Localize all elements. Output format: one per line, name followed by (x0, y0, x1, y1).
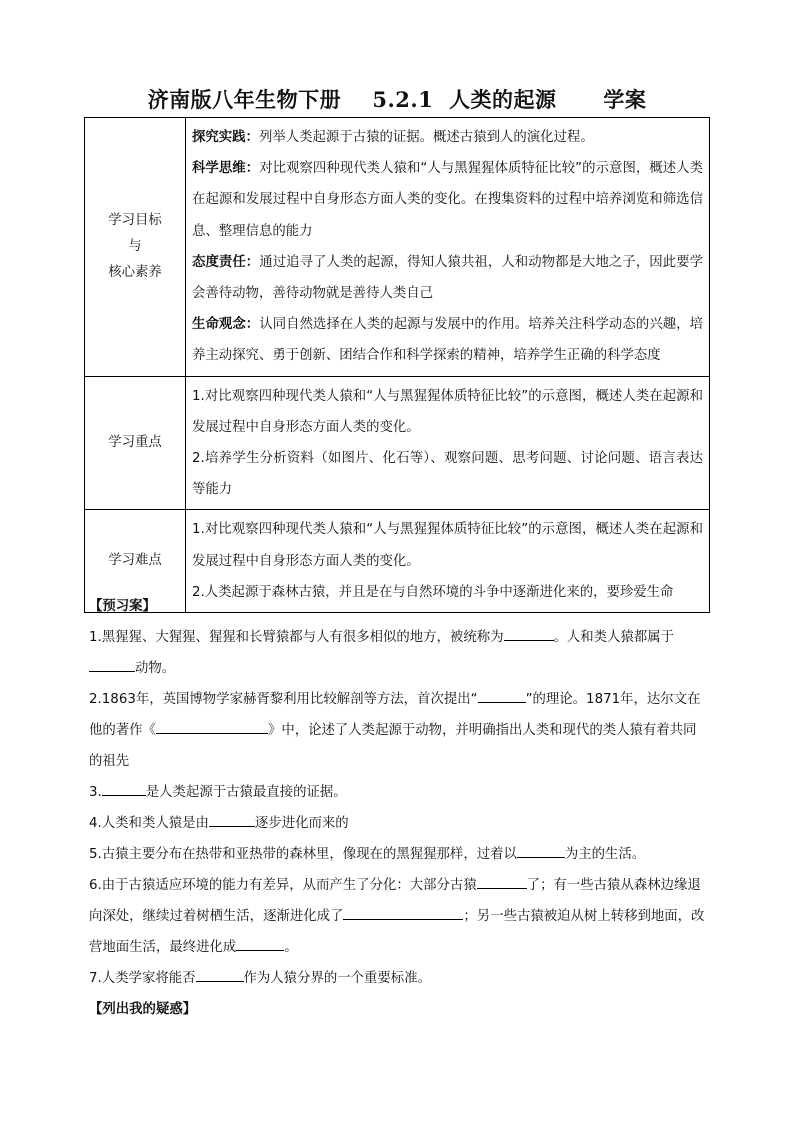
question-text: 。 (284, 940, 298, 955)
question-text: 3. (89, 785, 102, 800)
question-text: 7.人类学家将能否 (89, 971, 196, 986)
table-row (85, 118, 710, 377)
objective-item (192, 247, 703, 309)
answer-blank[interactable] (517, 843, 565, 858)
answer-blank[interactable] (209, 812, 255, 827)
question-text: 。人和类人猿都属于 (553, 630, 675, 645)
label-line: 核心素养 (108, 264, 162, 280)
question-3 (89, 777, 709, 808)
row-label-objectives (85, 118, 186, 377)
question-4 (89, 808, 709, 839)
question-text: 》中，论述了人类起源于动物，并明确指出人类和现代的类人猿有着共同的祖先 (89, 723, 697, 769)
doubts-heading: 【列出我的疑惑】 (89, 1002, 197, 1017)
answer-blank[interactable] (89, 657, 135, 672)
preview-heading: 【预习案】 (89, 599, 156, 614)
row-content-key-points (186, 376, 710, 510)
question-text: 为主的生活。 (564, 847, 646, 862)
question-text: 了；有一些古猿从森林边缘退向深处，继续过着树栖生活，逐渐进化成了 (89, 878, 701, 924)
answer-blank[interactable] (236, 936, 284, 951)
item-heading: 生命观念： (192, 317, 260, 333)
label-line: 学习难点 (108, 553, 162, 569)
answer-blank[interactable] (478, 688, 526, 703)
question-text: 逐步进化而来的 (254, 816, 349, 831)
question-2 (89, 684, 709, 777)
question-text: 动物。 (135, 661, 176, 676)
question-text: ；另一些古猿被迫从树上转移到地面，改营地面生活，最终进化成 (89, 909, 705, 955)
key-point-item: 1.对比观察四种现代类人猿和“人与黑猩猩体质特征比较”的示意图，概述人类在起源和发展过程中自身形态方面人类的变化。 (192, 388, 703, 435)
difficulty-item: 2.人类起源于森林古猿，并且是在与自然环境的斗争中逐渐进化来的，要珍爱生命 (192, 584, 674, 600)
difficulty-item: 1.对比观察四种现代类人猿和“人与黑猩猩体质特征比较”的示意图，概述人类在起源和发展过程中自身形态方面人类的变化。 (192, 522, 703, 569)
answer-blank[interactable] (102, 781, 146, 796)
item-heading: 科学思维： (192, 161, 260, 177)
item-text: 通过追寻了人类的起源，得知人猿共祖，人和动物都是大地之子，因此要学会善待动物，善待动物就是善待人类自己 (192, 254, 704, 302)
label-line: 与 (128, 238, 142, 254)
page-title: 济南版八年生物下册 5.2.1 人类的起源 学案 (147, 87, 647, 112)
answer-blank[interactable] (504, 626, 554, 641)
question-5 (89, 839, 709, 870)
table-row (85, 376, 710, 510)
row-content-objectives (186, 118, 710, 377)
question-text: 是人类起源于古猿最直接的证据。 (145, 785, 347, 800)
question-7 (89, 963, 709, 994)
question-text: 2.1863年，英国博物学家赫胥黎利用比较解剖等方法，首次提出“ (89, 692, 478, 707)
question-1 (89, 622, 709, 684)
answer-blank[interactable] (477, 874, 527, 889)
question-6 (89, 870, 709, 963)
item-text: 列举人类起源于古猿的证据。概述古猿到人的演化过程。 (258, 130, 594, 145)
key-point-item: 2.培养学生分析资料（如图片、化石等）、观察问题、思考问题、讨论问题、语言表达等能力 (192, 451, 703, 498)
item-heading: 态度责任： (192, 254, 260, 270)
question-text: 作为人猿分界的一个重要标准。 (243, 971, 431, 986)
answer-blank[interactable] (343, 905, 463, 920)
objective-item (192, 122, 703, 153)
item-text: 对比观察四种现代类人猿和“人与黑猩猩体质特征比较”的示意图，概述人类在起源和发展过程中自身形态方面人类的变化。在搜集资料的过程中培养浏览和筛选信息、整理信息的能力 (192, 161, 704, 239)
objective-item (192, 153, 703, 247)
answer-blank[interactable] (196, 967, 244, 982)
question-text: 5.古猿主要分布在热带和亚热带的森林里，像现在的黑猩猩那样，过着以 (89, 847, 517, 862)
item-text: 认同自然选择在人类的起源与发展中的作用。培养关注科学动态的兴趣，培养主动探究、勇于创新、团结合作和科学探索的精神，培养学生正确的科学态度 (192, 317, 704, 364)
preview-section (89, 591, 709, 1025)
label-line: 学习目标 (108, 212, 162, 228)
question-text: 6.由于古猿适应环境的能力有差异，从而产生了分化：大部分古猿 (89, 878, 477, 893)
objective-item (192, 309, 703, 371)
question-text: 1.黑猩猩、大猩猩、猩猩和长臂猿都与人有很多相似的地方，被统称为 (89, 630, 504, 645)
label-line: 学习重点 (108, 435, 162, 451)
objectives-table (84, 117, 710, 613)
question-text: 4.人类和类人猿是由 (89, 816, 209, 831)
answer-blank[interactable] (156, 719, 268, 734)
item-heading: 探究实践： (192, 130, 259, 145)
question-text: ”的理论。1871年，达尔文在他的著作《 (89, 692, 701, 738)
row-label-key-points (85, 376, 186, 510)
